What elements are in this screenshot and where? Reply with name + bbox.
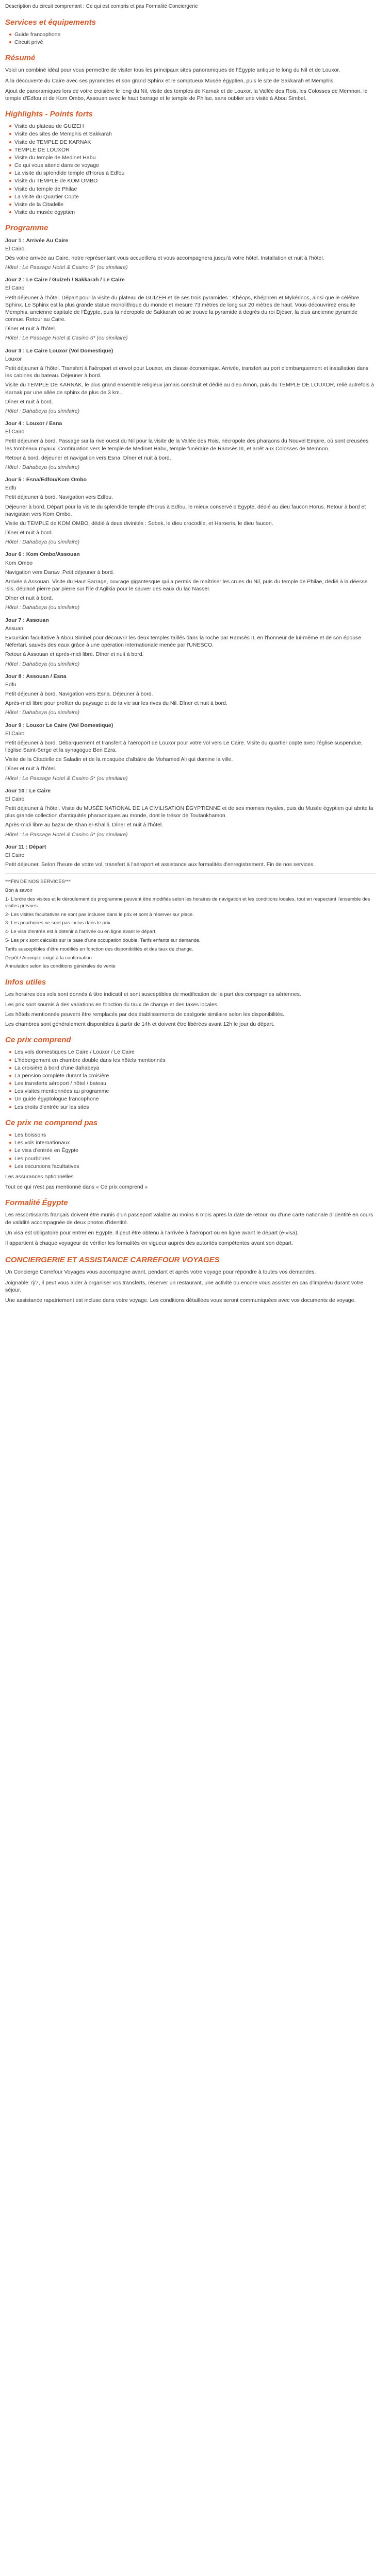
list-item: Les visites mentionnées au programme xyxy=(9,1088,376,1095)
day-title: Jour 2 : Le Caire / Guizeh / Sakkarah / Le Caire xyxy=(5,277,125,283)
day-hotel: Hôtel : Dahabeya (ou similaire) xyxy=(5,408,80,414)
services-title: Services et équipements xyxy=(5,18,96,27)
day-title: Jour 9 : Louxor Le Caire (Vol Domestique) xyxy=(5,722,113,728)
day-paragraph: Dîner et nuit à bord. xyxy=(5,595,53,602)
list-item: Les boissons xyxy=(9,1131,376,1139)
day-title: Jour 10 : Le Caire xyxy=(5,787,51,794)
day-title: Jour 5 : Esna/Edfou/Kom Ombo xyxy=(5,477,87,483)
highlights-title: Highlights - Points forts xyxy=(5,110,93,119)
list-item: Visite du temple de Philae xyxy=(9,185,376,193)
day-paragraph: Dîner et nuit à bord. xyxy=(5,530,53,536)
list-item: Le visa d'entrée en Égypte xyxy=(9,1147,376,1154)
day-paragraph: Visite du TEMPLE DE KARNAK, le plus grand ensemble religieux jamais construit et dédié au dieu Amon, puis du TEMPLE DE LOUXOR, relié autrefois à Karnak par une allée de sphinx de plus de 3 km. xyxy=(5,382,374,396)
day-hotel: Hôtel : Dahabeya (ou similaire) xyxy=(5,464,80,470)
formalite-paragraph: Les ressortissants français doivent être munis d'un passeport valable au moins 6 mois après la date de retour, ou d'une carte nationale d'identité en cours de validité accompagnée de deux photos d'identité. xyxy=(5,1212,373,1226)
programme-day xyxy=(5,617,376,668)
day-paragraph: El Cairo xyxy=(5,795,25,802)
divider xyxy=(5,873,376,874)
programme-day xyxy=(5,347,376,415)
day-paragraph: Retour à Assouan et après-midi libre. Dîner et nuit à bord. xyxy=(5,651,144,658)
note-item: 1- L'ordre des visites et le déroulement du programme peuvent être modifiés selon les horaires de navigation et les conditions locales, tout en respectant l'ensemble des visites prévues. xyxy=(5,896,370,909)
programme-day xyxy=(5,476,376,546)
day-paragraph: Petit déjeuner à bord. Navigation vers Edfou. xyxy=(5,494,113,501)
resume-paragraph: Ajout de panoramiques lors de votre croisière le long du Nil, visite des temples de Karnak et de Louxor, la Vallée des Rois, les Colosses de Memnon, le temple d'Edfou et de Kom Ombo, Assouan avec le haut barrage et le temple de Philae, sans oublier une visite à Abou Simbel. xyxy=(5,88,368,101)
day-hotel: Hôtel : Dahabeya (ou similaire) xyxy=(5,709,80,716)
day-paragraph: Petit déjeuner à l'hôtel. Départ pour la visite du plateau de GUIZEH et de ses trois pyramides : Khéops, Khéphren et Mykérinos, ainsi que le célèbre Sphinx. Le Sphinx est la plus grande statue monolithique du monde et mesure 73 mètres de long sur 20 mètres de haut. Vous découvrirez ensuite Memphis, ancienne capitale de l'Égypte, puis la nécropole de Sakkarah où se trouve la pyramide à degrés du roi Djéser, la plus ancienne pyramide connue. Retour au Caire. xyxy=(5,294,360,323)
note-item: Annulation selon les conditions générales de vente xyxy=(5,963,116,970)
day-paragraph: Après-midi libre au bazar de Khan el-Khalili. Dîner et nuit à l'hôtel. xyxy=(5,822,164,828)
list-item: Les transferts aéroport / hôtel / bateau xyxy=(9,1080,376,1087)
day-paragraph: Petit déjeuner à bord. Navigation vers Esna. Déjeuner à bord. xyxy=(5,691,153,698)
day-paragraph: Navigation vers Daraw. Petit déjeuner à bord. xyxy=(5,569,115,575)
day-body xyxy=(5,852,376,868)
page xyxy=(0,0,381,1304)
resume-paragraph: À la découverte du Caire avec ses pyramides et son grand Sphinx et le somptueux Musée égyptien, puis le site de Sakkarah et Memphis. xyxy=(5,77,335,84)
list-item: Les pourboires xyxy=(9,1155,376,1162)
services-list xyxy=(9,31,376,46)
list-item: Visite de TEMPLE DE KARNAK xyxy=(9,139,376,146)
day-paragraph: Visite de la Citadelle de Saladin et de la mosquée d'albâtre de Mohamed Ali qui domine la ville. xyxy=(5,756,233,763)
list-item: Visite de la Citadelle xyxy=(9,201,376,208)
day-paragraph: Petit déjeuner. Selon l'heure de votre vol, transfert à l'aéroport et assistance aux formalités d'enregistrement. Fin de nos services. xyxy=(5,861,315,868)
list-item: Guide francophone xyxy=(9,31,376,38)
list-item: La pension complète durant la croisière xyxy=(9,1072,376,1079)
note-item: Tarifs susceptibles d'être modifiés en fonction des disponibilités et des taux de change. xyxy=(5,946,193,952)
day-title: Jour 7 : Assouan xyxy=(5,617,49,623)
conciergerie-paragraph: Joignable 7j/7, il peut vous aider à organiser vos transferts, réserver un restaurant, une activité ou encore vous assister en cas d'imprévu durant votre séjour. xyxy=(5,1279,364,1293)
day-body xyxy=(5,730,376,773)
note-item: Bon à savoir xyxy=(5,888,32,894)
day-title: Jour 11 : Départ xyxy=(5,843,46,850)
note-item: Dépôt / Acompte exigé à la confirmation xyxy=(5,955,92,961)
list-item: Ce qui vous attend dans ce voyage xyxy=(9,162,376,169)
list-item: Les excursions facultatives xyxy=(9,1163,376,1170)
day-body xyxy=(5,355,376,405)
programme-day xyxy=(5,787,376,838)
list-item: L'hébergement en chambre double dans les hôtels mentionnés xyxy=(9,1057,376,1064)
list-item: Les droits d'entrée sur les sites xyxy=(9,1104,376,1111)
intro-text: Description du circuit comprenant : Ce qui est compris et pas Formalité Conciergerie xyxy=(5,4,198,9)
note-item: 2- Les visites facultatives ne sont pas incluses dans le prix et sont à réserver sur place. xyxy=(5,911,194,918)
infos-title: Infos utiles xyxy=(5,978,46,987)
list-item: Visite du plateau de GUIZEH xyxy=(9,123,376,130)
conciergerie-paragraph: Une assistance rapatriement est incluse dans votre voyage. Les conditions détaillées vous seront communiquées avec vos documents de voyage. xyxy=(5,1297,356,1303)
day-paragraph: Louxor xyxy=(5,355,22,362)
conciergerie-paragraph: Un Concierge Carrefour Voyages vous accompagne avant, pendant et après votre voyage pour répondre à toutes vos demandes. xyxy=(5,1269,316,1276)
day-paragraph: Edfu xyxy=(5,681,17,688)
day-hotel: Hôtel : Le Passage Hotel & Casino 5* (ou similaire) xyxy=(5,335,128,342)
day-paragraph: Arrivée à Assouan. Visite du Haut Barrage, ouvrage gigantesque qui a permis de maîtriser les crues du Nil, puis du temple de Philae, dédié à la déesse Isis, déplacé pierre par pierre sur l'île d'Agilkia pour le sauver des eaux du lac Nasser. xyxy=(5,578,368,592)
info-paragraph: Les chambres sont généralement disponibles à partir de 14h et doivent être libérées avant 12h le jour du départ. xyxy=(5,1021,274,1027)
day-hotel: Hôtel : Dahabeya (ou similaire) xyxy=(5,660,80,667)
day-paragraph: El Cairo. xyxy=(5,245,26,252)
list-item: La visite du Quartier Copte xyxy=(9,193,376,200)
list-item: TEMPLE DE LOUXOR xyxy=(9,146,376,154)
list-item: La croisière à bord d'une dahabeya xyxy=(9,1064,376,1072)
excluded-list xyxy=(9,1131,376,1170)
day-paragraph: El Cairo xyxy=(5,730,25,737)
day-paragraph: Dîner et nuit à bord. xyxy=(5,398,53,405)
day-paragraph: Dès votre arrivée au Caire, notre représentant vous accueillera et vous accompagnera jusqu'à votre hôtel. Installation et nuit à l'hôtel. xyxy=(5,255,324,261)
day-hotel: Hôtel : Dahabeya (ou similaire) xyxy=(5,539,80,546)
day-paragraph: El Cairo xyxy=(5,852,25,858)
programme-day xyxy=(5,276,376,342)
excluded-extra: Tout ce qui n'est pas mentionné dans « Ce prix comprend » xyxy=(5,1184,148,1191)
programme-day xyxy=(5,237,376,272)
note-item: 3- Les pourboires ne sont pas inclus dans le prix. xyxy=(5,920,112,926)
day-paragraph: El Cairo xyxy=(5,429,25,435)
day-paragraph: Déjeuner à bord. Départ pour la visite du splendide temple d'Horus à Edfou, le mieux conservé d'Égypte, dédié au dieu faucon Horus. Retour à bord et navigation vers Kom Ombo. xyxy=(5,503,366,517)
day-body xyxy=(5,284,376,332)
programme-title: Programme xyxy=(5,224,48,233)
day-paragraph: Edfu xyxy=(5,485,17,492)
day-hotel: Hôtel : Le Passage Hotel & Casino 5* (ou similaire) xyxy=(5,775,128,782)
programme-day xyxy=(5,843,376,869)
list-item: Les vols domestiques Le Caire / Louxor / Le Caire xyxy=(9,1048,376,1056)
day-paragraph: Excursion facultative à Abou Simbel pour découvrir les deux temples taillés dans la roche par Ramsès II, en l'honneur de lui-même et de son épouse Néfertari, sauvés des eaux grâce à une opération internationale menée par l'UNESCO. xyxy=(5,634,362,649)
formalite-paragraph: Un visa est obligatoire pour entrer en Égypte. Il peut être obtenu à l'arrivée à l'aéroport ou en ligne avant le départ (e-visa). xyxy=(5,1229,299,1236)
notes-heading: ***FIN DE NOS SERVICES*** xyxy=(5,879,71,885)
day-body xyxy=(5,795,376,829)
day-body xyxy=(5,245,376,262)
programme-day xyxy=(5,420,376,471)
resume-paragraph: Voici un combiné idéal pour vous permettre de visiter tous les principaux sites panoramiques de l'Égypte antique le long du Nil et de Louxor. xyxy=(5,67,340,74)
note-item: 5- Les prix sont calculés sur la base d'une occupation double. Tarifs enfants sur demande. xyxy=(5,937,201,943)
day-body xyxy=(5,560,376,602)
included-title: Ce prix comprend xyxy=(5,1036,71,1045)
day-title: Jour 4 : Louxor / Esna xyxy=(5,420,62,427)
day-paragraph: Retour à bord, déjeuner et navigation vers Esna. Dîner et nuit à bord. xyxy=(5,454,171,461)
programme-day xyxy=(5,722,376,782)
day-paragraph: Après-midi libre pour profiter du paysage et de la vie sur les rives du Nil. Dîner et nuit à bord. xyxy=(5,700,227,707)
day-paragraph: Petit déjeuner à bord. Débarquement et transfert à l'aéroport de Louxor pour votre vol vers Le Caire. Visite du quartier copte avec l'église suspendue, l'église Saint-Serge et la synagogue Ben Ezra. xyxy=(5,739,363,754)
included-list xyxy=(9,1048,376,1110)
excluded-title: Ce prix ne comprend pas xyxy=(5,1118,98,1127)
note-item: 4- Le visa d'entrée est à obtenir à l'arrivée ou en ligne avant le départ. xyxy=(5,929,157,935)
list-item: Visite du TEMPLE de KOM OMBO xyxy=(9,177,376,184)
programme-days xyxy=(5,237,376,869)
day-body xyxy=(5,428,376,462)
day-body xyxy=(5,484,376,536)
day-paragraph: Petit déjeuner à l'hôtel. Visite du MUSÉE NATIONAL DE LA CIVILISATION ÉGYPTIENNE et de ses momies royales, puis du Musée égyptien qui abrite la plus grande collection d'antiquités pharaoniques au monde, dont le trésor de Toutankhamon. xyxy=(5,805,373,819)
infos-block xyxy=(5,991,376,1028)
day-hotel: Hôtel : Le Passage Hotel & Casino 5* (ou similaire) xyxy=(5,264,128,271)
day-paragraph: Visite du TEMPLE de KOM OMBO, dédié à deux divinités : Sobek, le dieu crocodile, et Haroeris, le dieu faucon. xyxy=(5,520,273,527)
day-title: Jour 8 : Assouan / Esna xyxy=(5,673,67,680)
resume-title: Résumé xyxy=(5,54,36,63)
day-title: Jour 1 : Arrivée Au Caire xyxy=(5,237,69,244)
day-hotel: Hôtel : Le Passage Hotel & Casino 5* (ou similaire) xyxy=(5,831,128,838)
programme-day xyxy=(5,551,376,611)
list-item: Visite du musée égyptien xyxy=(9,209,376,216)
day-hotel: Hôtel : Dahabeya (ou similaire) xyxy=(5,604,80,611)
day-paragraph: Dîner et nuit à l'hôtel. xyxy=(5,326,56,332)
info-paragraph: Les horaires des vols sont donnés à titre indicatif et sont susceptibles de modification de la part des compagnies aériennes. xyxy=(5,991,301,998)
day-title: Jour 6 : Kom Ombo/Assouan xyxy=(5,551,80,558)
day-paragraph: Kom Ombo xyxy=(5,560,33,566)
info-paragraph: Les hôtels mentionnés peuvent être remplacés par des établissements de catégorie similaire selon les disponibilités. xyxy=(5,1011,285,1018)
highlights-list xyxy=(9,123,376,216)
list-item: La visite du splendide temple d'Horus à Edfou xyxy=(9,170,376,177)
list-item: Circuit privé xyxy=(9,39,376,46)
formalite-title: Formalité Égypte xyxy=(5,1198,68,1208)
info-paragraph: Les prix sont soumis à des variations en fonction du taux de change et des taxes locales. xyxy=(5,1001,219,1008)
day-body xyxy=(5,625,376,658)
list-item: Visite du temple de Medinet Habu xyxy=(9,154,376,161)
programme-day xyxy=(5,673,376,717)
formalite-paragraph: Il appartient à chaque voyageur de vérifier les formalités en vigueur auprès des autorités compétentes avant son départ. xyxy=(5,1240,293,1246)
day-paragraph: Petit déjeuner à l'hôtel. Transfert à l'aéroport et envol pour Louxor, en classe économique. Arrivée, transfert au port d'embarquement et installation dans les cabines du bateau. Déjeuner à bord. xyxy=(5,365,369,379)
notes-block xyxy=(5,879,376,970)
day-body xyxy=(5,681,376,707)
day-title: Jour 3 : Le Caire Louxor (Vol Domestique) xyxy=(5,347,113,354)
conciergerie-title: CONCIERGERIE ET ASSISTANCE CARREFOUR VOYAGES xyxy=(5,1256,220,1265)
excluded-extra: Les assurances optionnelles xyxy=(5,1173,74,1180)
list-item: Visite des sites de Memphis et Sakkarah xyxy=(9,130,376,138)
notes-list xyxy=(5,888,376,970)
day-paragraph: Dîner et nuit à l'hôtel. xyxy=(5,766,56,772)
day-paragraph: Petit déjeuner à bord. Passage sur la rive ouest du Nil pour la visite de la Vallée des Rois, nécropole des pharaons du Nouvel Empire, où sont creusées les tombeaux royaux. Continuation vers le temple de Medinet Habu, temple funéraire de Ramsès III, et arrêt aux Colosses de Memnon. xyxy=(5,438,369,452)
day-paragraph: El Cairo xyxy=(5,285,25,292)
list-item: Les vols internationaux xyxy=(9,1139,376,1146)
day-paragraph: Assuan xyxy=(5,625,24,632)
list-item: Un guide égyptologue francophone xyxy=(9,1095,376,1103)
